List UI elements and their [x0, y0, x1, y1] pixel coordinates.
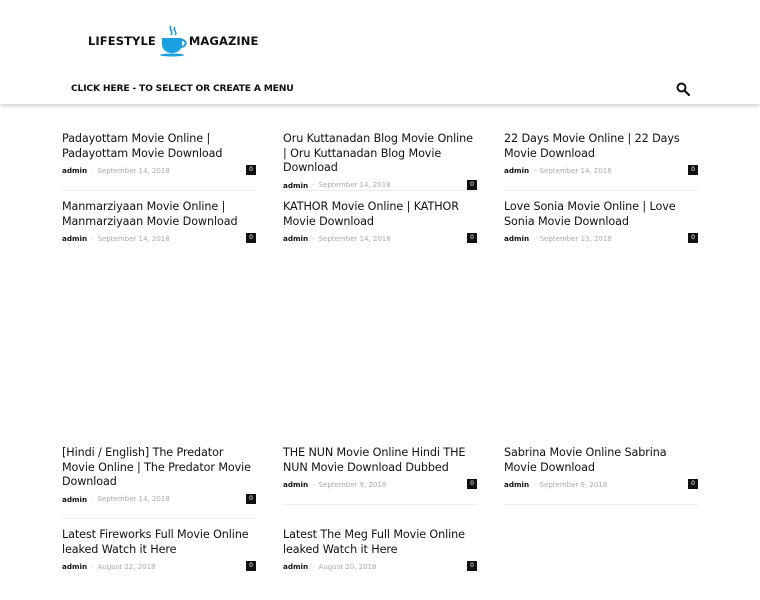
post-date: August 22, 2018 — [97, 562, 156, 571]
meta-separator: - — [312, 234, 315, 243]
post-card — [62, 132, 256, 176]
post-author[interactable]: admin — [504, 480, 530, 489]
post-title[interactable]: Love Sonia Movie Online | Love Sonia Movie Download — [504, 200, 676, 228]
post-date: September 14, 2018 — [318, 234, 391, 243]
post-author[interactable]: admin — [62, 494, 88, 504]
post-date: September 14, 2018 — [318, 181, 391, 189]
post-divider — [62, 190, 256, 191]
post-title[interactable]: Latest Fireworks Full Movie Online leaked Watch it Here — [62, 528, 249, 556]
post-title[interactable]: Latest The Meg Full Movie Online leaked Watch it Here — [283, 528, 465, 556]
comment-count-badge[interactable]: 0 — [467, 479, 477, 489]
meta-separator: - — [91, 166, 94, 175]
post-author[interactable]: admin — [62, 234, 88, 243]
post-divider — [283, 504, 477, 505]
meta-separator: - — [91, 495, 94, 503]
post-date: September 14, 2018 — [539, 166, 612, 175]
post-author[interactable]: admin — [283, 480, 309, 489]
post-author[interactable]: admin — [283, 562, 309, 571]
post-meta — [283, 233, 477, 244]
main-menu-bar — [0, 75, 760, 104]
comment-count-badge[interactable]: 0 — [246, 233, 256, 243]
post-date: September 14, 2018 — [97, 495, 170, 503]
search-icon[interactable] — [676, 82, 690, 96]
post-meta — [504, 165, 698, 176]
post-meta — [504, 233, 698, 244]
post-card — [504, 446, 698, 490]
post-meta — [62, 233, 256, 244]
site-logo[interactable] — [88, 25, 258, 57]
logo-text-left: LIFESTYLE — [88, 34, 156, 48]
post-author[interactable]: admin — [62, 166, 88, 175]
post-card — [504, 200, 698, 244]
post-title[interactable]: Oru Kuttanadan Blog Movie Online | Oru Kuttanadan Blog Movie Download — [283, 132, 473, 174]
post-meta — [62, 494, 256, 505]
comment-count-badge[interactable]: 0 — [688, 479, 698, 489]
post-meta — [62, 561, 256, 572]
post-card — [62, 446, 256, 505]
post-meta — [62, 165, 256, 176]
comment-count-badge[interactable]: 0 — [467, 233, 477, 243]
post-title[interactable]: THE NUN Movie Online Hindi THE NUN Movie Download Dubbed — [283, 446, 466, 474]
create-menu-link[interactable]: CLICK HERE - TO SELECT OR CREATE A MENU — [71, 83, 294, 94]
comment-count-badge[interactable]: 0 — [688, 165, 698, 175]
post-date: September 14, 2018 — [97, 166, 170, 175]
comment-count-badge[interactable]: 0 — [467, 180, 477, 190]
post-meta — [283, 561, 477, 572]
comment-count-badge[interactable]: 0 — [688, 233, 698, 243]
meta-separator: - — [91, 562, 94, 571]
post-card — [62, 200, 256, 244]
comment-count-badge[interactable]: 0 — [246, 561, 256, 571]
post-date: September 13, 2018 — [539, 234, 612, 243]
post-author[interactable]: admin — [283, 234, 309, 243]
comment-count-badge[interactable]: 0 — [246, 494, 256, 504]
comment-count-badge[interactable]: 0 — [246, 165, 256, 175]
post-title[interactable]: Sabrina Movie Online Sabrina Movie Download — [504, 446, 667, 474]
meta-separator: - — [533, 234, 536, 243]
post-card — [283, 446, 477, 490]
post-date: September 9, 2018 — [539, 480, 608, 489]
post-meta — [283, 479, 477, 490]
post-author[interactable]: admin — [504, 166, 530, 175]
meta-separator: - — [312, 562, 315, 571]
post-card — [283, 200, 477, 244]
post-card — [62, 528, 256, 572]
post-title[interactable]: 22 Days Movie Online | 22 Days Movie Download — [504, 132, 680, 160]
post-author[interactable]: admin — [283, 180, 309, 190]
post-title[interactable]: Manmarziyaan Movie Online | Manmarziyaan Movie Download — [62, 200, 238, 228]
post-divider — [504, 190, 698, 191]
post-divider — [504, 504, 698, 505]
comment-count-badge[interactable]: 0 — [467, 561, 477, 571]
post-title[interactable]: Padayottam Movie Online | Padayottam Movie Download — [62, 132, 223, 160]
post-title[interactable]: KATHOR Movie Online | KATHOR Movie Download — [283, 200, 459, 228]
meta-separator: - — [533, 166, 536, 175]
meta-separator: - — [312, 181, 315, 189]
post-meta — [283, 180, 477, 191]
meta-separator: - — [91, 234, 94, 243]
meta-separator: - — [533, 480, 536, 489]
post-date: September 9, 2018 — [318, 480, 387, 489]
coffee-cup-icon — [158, 25, 188, 57]
post-card — [504, 132, 698, 176]
post-title[interactable]: [Hindi / English] The Predator Movie Online | The Predator Movie Download — [62, 446, 251, 488]
post-card — [283, 132, 477, 191]
post-meta — [504, 479, 698, 490]
post-card — [283, 528, 477, 572]
post-date: September 14, 2018 — [97, 234, 170, 243]
logo-text-right: MAGAZINE — [188, 34, 259, 48]
post-author[interactable]: admin — [62, 562, 88, 571]
post-date: August 20, 2018 — [318, 562, 377, 571]
meta-separator: - — [312, 480, 315, 489]
post-author[interactable]: admin — [504, 234, 530, 243]
post-divider — [62, 518, 256, 519]
post-divider — [283, 190, 477, 191]
